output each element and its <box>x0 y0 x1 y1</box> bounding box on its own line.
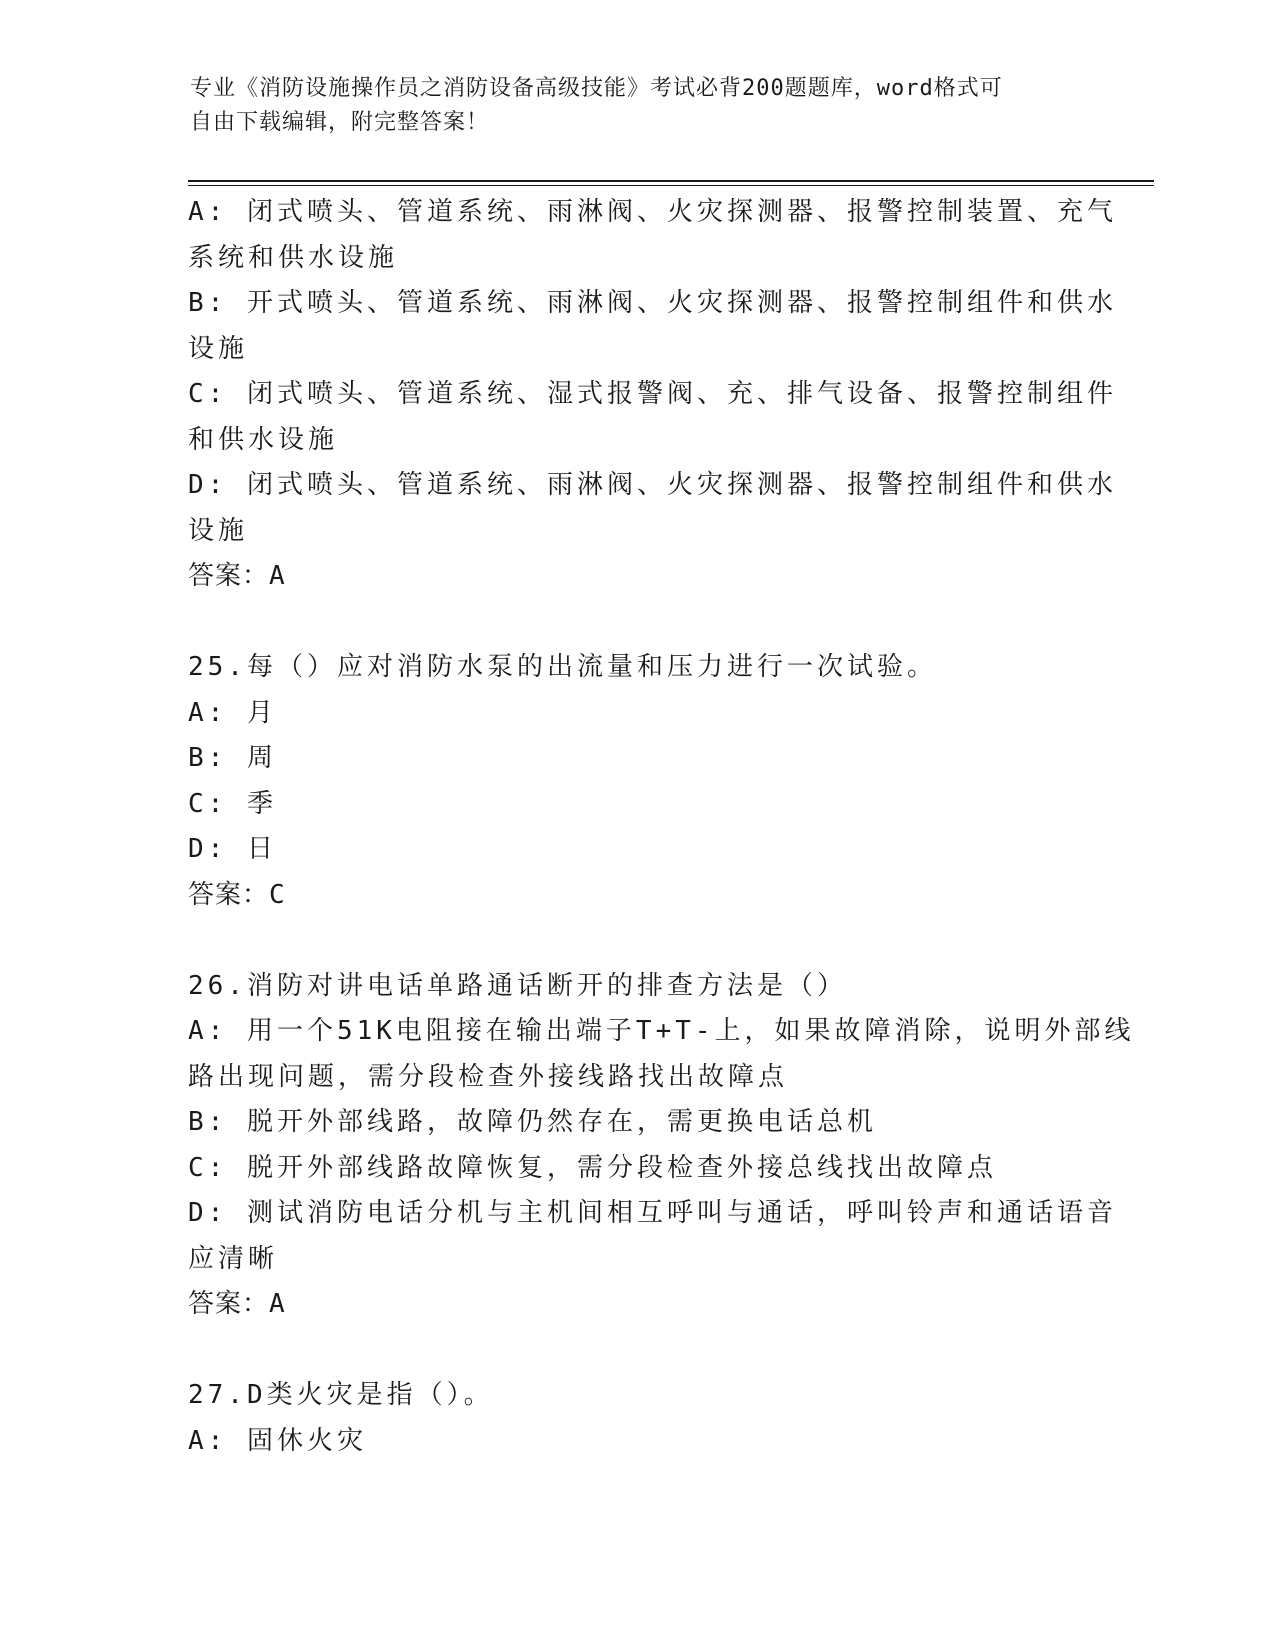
spacer <box>188 918 1088 964</box>
q26-option-a-line-1: A: 用一个51K电阻接在输出端子T+T-上，如果故障消除，说明外部线 <box>188 1016 1135 1046</box>
q25-question: 25.每（）应对消防水泵的出流量和压力进行一次试验。 <box>188 652 937 682</box>
q24-option-d-line-1: D: 闭式喷头、管道系统、雨淋阀、火灾探测器、报警控制组件和供水 <box>188 470 1117 500</box>
question-content <box>188 190 1135 1464</box>
document-header <box>190 72 1090 140</box>
spacer <box>188 1328 1088 1374</box>
q24-answer <box>188 554 1088 600</box>
q26-option-d-line-2: 应清晰 <box>188 1243 279 1274</box>
q26-answer-value: A <box>269 1289 286 1319</box>
q24-answer-value: A <box>269 561 286 591</box>
q25-option-b: B: 周 <box>188 743 277 773</box>
q24-option-b-line-1: B: 开式喷头、管道系统、雨淋阀、火灾探测器、报警控制组件和供水 <box>188 288 1117 318</box>
header-rule-thin <box>188 185 1154 186</box>
spacer <box>188 600 1088 646</box>
q27-question: 27.D类火灾是指（）。 <box>188 1380 494 1410</box>
q24-option-a-line-1: A: 闭式喷头、管道系统、雨淋阀、火灾探测器、报警控制装置、充气 <box>188 197 1117 227</box>
header-rule-thick <box>188 180 1154 182</box>
q24-option-c-line-2: 和供水设施 <box>188 424 339 455</box>
q25-option-d: D: 日 <box>188 834 277 864</box>
q26-option-c: C: 脱开外部线路故障恢复，需分段检查外接总线找出故障点 <box>188 1152 997 1183</box>
q24-option-a-line-2: 系统和供水设施 <box>188 242 399 273</box>
q24-option-b-line-2: 设施 <box>188 333 249 364</box>
q27-option-a: A: 固休火灾 <box>188 1425 367 1456</box>
q25-answer-value: C <box>269 879 286 910</box>
q25-answer <box>188 873 1088 919</box>
question-24-block <box>188 190 1117 600</box>
q26-option-b: B: 脱开外部线路，故障仍然存在，需更换电话总机 <box>188 1107 877 1137</box>
header-line-2: 自由下载编辑，附完整答案！ <box>190 110 490 135</box>
header-line-1: 专业《消防设施操作员之消防设备高级技能》考试必背200题题库，word格式可 <box>190 76 1003 101</box>
question-27-block <box>188 1373 1088 1464</box>
q26-question: 26.消防对讲电话单路通话断开的排查方法是（） <box>188 970 847 1001</box>
q26-answer-label: 答案： <box>188 1289 270 1319</box>
q24-answer-label: 答案： <box>188 561 270 591</box>
q26-option-a-line-2: 路出现问题，需分段检查外接线路找出故障点 <box>188 1061 789 1092</box>
q24-option-c-line-1: C: 闭式喷头、管道系统、湿式报警阀、充、排气设备、报警控制组件 <box>188 379 1117 409</box>
q25-answer-label: 答案： <box>188 879 270 910</box>
q25-option-a: A: 月 <box>188 697 277 728</box>
q26-option-d-line-1: D: 测试消防电话分机与主机间相互呼叫与通话，呼叫铃声和通话语音 <box>188 1198 1117 1228</box>
q25-option-c: C: 季 <box>188 788 277 819</box>
question-25-block <box>188 645 1088 918</box>
q26-answer <box>188 1282 1088 1328</box>
question-26-block <box>188 964 1135 1328</box>
q24-option-d-line-2: 设施 <box>188 515 249 546</box>
